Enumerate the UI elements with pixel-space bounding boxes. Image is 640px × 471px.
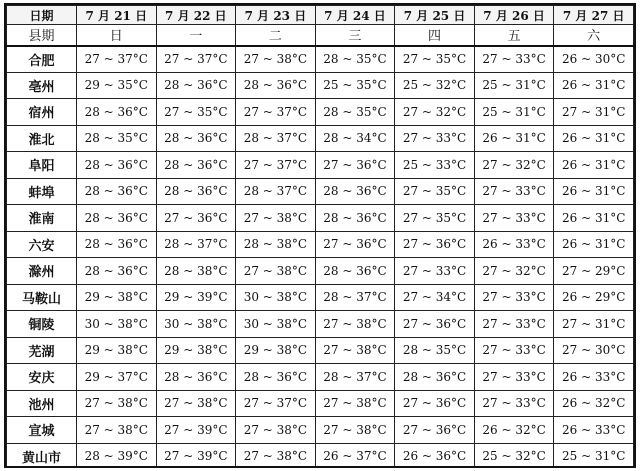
temperature-cell: 27 ~ 29°C bbox=[554, 258, 634, 285]
temperature-cell: 27 ~ 36°C bbox=[395, 417, 475, 444]
weekday-header: 二 bbox=[236, 25, 316, 46]
temperature-cell: 28 ~ 36°C bbox=[77, 178, 157, 205]
city-name-cell: 蚌埠 bbox=[7, 178, 77, 205]
temperature-cell: 30 ~ 38°C bbox=[156, 311, 236, 338]
temperature-cell: 26 ~ 37°C bbox=[315, 443, 395, 468]
temperature-cell: 28 ~ 36°C bbox=[77, 231, 157, 258]
temperature-cell: 27 ~ 36°C bbox=[395, 390, 475, 417]
temperature-cell: 27 ~ 38°C bbox=[236, 205, 316, 232]
city-name-cell: 池州 bbox=[7, 390, 77, 417]
temperature-cell: 27 ~ 33°C bbox=[474, 390, 554, 417]
temperature-cell: 27 ~ 35°C bbox=[156, 99, 236, 126]
city-name-cell: 马鞍山 bbox=[7, 284, 77, 311]
temperature-cell: 29 ~ 38°C bbox=[236, 337, 316, 364]
temperature-cell: 26 ~ 33°C bbox=[474, 231, 554, 258]
temperature-cell: 28 ~ 37°C bbox=[315, 284, 395, 311]
temperature-cell: 28 ~ 36°C bbox=[77, 258, 157, 285]
temperature-cell: 27 ~ 32°C bbox=[395, 99, 475, 126]
city-name-cell: 六安 bbox=[7, 231, 77, 258]
temperature-cell: 28 ~ 36°C bbox=[156, 72, 236, 99]
weekday-header: 四 bbox=[395, 25, 475, 46]
temperature-forecast-table bbox=[6, 5, 634, 468]
temperature-cell: 28 ~ 36°C bbox=[77, 152, 157, 179]
city-name-cell: 阜阳 bbox=[7, 152, 77, 179]
temperature-cell: 28 ~ 36°C bbox=[156, 152, 236, 179]
table-row bbox=[7, 178, 634, 205]
temperature-cell: 27 ~ 38°C bbox=[315, 417, 395, 444]
city-name-cell: 安庆 bbox=[7, 364, 77, 391]
temperature-cell: 28 ~ 36°C bbox=[77, 205, 157, 232]
temperature-cell: 27 ~ 33°C bbox=[474, 46, 554, 73]
temperature-cell: 27 ~ 35°C bbox=[395, 178, 475, 205]
temperature-cell: 27 ~ 33°C bbox=[474, 205, 554, 232]
city-name-cell: 亳州 bbox=[7, 72, 77, 99]
temperature-cell: 27 ~ 39°C bbox=[156, 443, 236, 468]
temperature-cell: 28 ~ 36°C bbox=[156, 125, 236, 152]
temperature-cell: 27 ~ 33°C bbox=[474, 178, 554, 205]
temperature-cell: 28 ~ 36°C bbox=[236, 72, 316, 99]
temperature-cell: 26 ~ 30°C bbox=[554, 46, 634, 73]
temperature-cell: 25 ~ 31°C bbox=[554, 443, 634, 468]
temperature-cell: 27 ~ 37°C bbox=[236, 152, 316, 179]
temperature-cell: 29 ~ 37°C bbox=[77, 364, 157, 391]
weekday-header: 日 bbox=[77, 25, 157, 46]
temperature-cell: 27 ~ 35°C bbox=[395, 205, 475, 232]
temperature-cell: 26 ~ 31°C bbox=[554, 72, 634, 99]
temperature-cell: 27 ~ 35°C bbox=[395, 46, 475, 73]
temperature-cell: 26 ~ 31°C bbox=[554, 125, 634, 152]
temperature-cell: 26 ~ 36°C bbox=[395, 443, 475, 468]
table-row bbox=[7, 390, 634, 417]
temperature-cell: 27 ~ 38°C bbox=[236, 46, 316, 73]
temperature-cell: 28 ~ 38°C bbox=[156, 258, 236, 285]
temperature-cell: 27 ~ 30°C bbox=[554, 337, 634, 364]
temperature-cell: 28 ~ 36°C bbox=[395, 364, 475, 391]
table-row bbox=[7, 125, 634, 152]
city-name-cell: 宣城 bbox=[7, 417, 77, 444]
temperature-cell: 28 ~ 37°C bbox=[236, 125, 316, 152]
date-column-header: 7 月 22 日 bbox=[156, 6, 236, 25]
table-row bbox=[7, 99, 634, 126]
date-column-header: 7 月 27 日 bbox=[554, 6, 634, 25]
temperature-cell: 27 ~ 32°C bbox=[474, 258, 554, 285]
temperature-cell: 28 ~ 37°C bbox=[236, 178, 316, 205]
temperature-cell: 27 ~ 38°C bbox=[236, 417, 316, 444]
temperature-cell: 26 ~ 31°C bbox=[554, 152, 634, 179]
temperature-cell: 28 ~ 36°C bbox=[77, 99, 157, 126]
temperature-cell: 29 ~ 38°C bbox=[156, 337, 236, 364]
temperature-cell: 25 ~ 35°C bbox=[315, 72, 395, 99]
temperature-cell: 27 ~ 37°C bbox=[156, 46, 236, 73]
temperature-cell: 27 ~ 38°C bbox=[77, 417, 157, 444]
date-column-header: 7 月 25 日 bbox=[395, 6, 475, 25]
temperature-cell: 30 ~ 38°C bbox=[77, 311, 157, 338]
weekday-header: 六 bbox=[554, 25, 634, 46]
corner-date-label: 日期 bbox=[7, 6, 77, 25]
temperature-cell: 28 ~ 36°C bbox=[156, 364, 236, 391]
date-header-row bbox=[7, 6, 634, 25]
city-name-cell: 淮南 bbox=[7, 205, 77, 232]
temperature-cell: 25 ~ 31°C bbox=[474, 99, 554, 126]
forecast-table-body bbox=[7, 46, 634, 469]
temperature-cell: 27 ~ 33°C bbox=[474, 364, 554, 391]
temperature-cell: 27 ~ 36°C bbox=[315, 231, 395, 258]
table-row bbox=[7, 72, 634, 99]
temperature-cell: 27 ~ 36°C bbox=[156, 205, 236, 232]
weekday-header: 五 bbox=[474, 25, 554, 46]
temperature-cell: 27 ~ 38°C bbox=[77, 390, 157, 417]
temperature-cell: 26 ~ 33°C bbox=[554, 417, 634, 444]
temperature-cell: 29 ~ 38°C bbox=[77, 337, 157, 364]
temperature-cell: 25 ~ 31°C bbox=[474, 72, 554, 99]
temperature-cell: 27 ~ 32°C bbox=[474, 152, 554, 179]
city-name-cell: 宿州 bbox=[7, 99, 77, 126]
temperature-cell: 29 ~ 38°C bbox=[77, 284, 157, 311]
date-column-header: 7 月 23 日 bbox=[236, 6, 316, 25]
table-row bbox=[7, 443, 634, 468]
table-row bbox=[7, 258, 634, 285]
temperature-cell: 28 ~ 38°C bbox=[236, 231, 316, 258]
temperature-cell: 28 ~ 35°C bbox=[315, 99, 395, 126]
temperature-cell: 29 ~ 35°C bbox=[77, 72, 157, 99]
temperature-cell: 27 ~ 31°C bbox=[554, 99, 634, 126]
table-row bbox=[7, 231, 634, 258]
temperature-cell: 27 ~ 33°C bbox=[474, 337, 554, 364]
table-row bbox=[7, 205, 634, 232]
temperature-cell: 27 ~ 38°C bbox=[315, 337, 395, 364]
temperature-cell: 26 ~ 29°C bbox=[554, 284, 634, 311]
city-name-cell: 黄山市 bbox=[7, 443, 77, 468]
temperature-cell: 27 ~ 39°C bbox=[156, 417, 236, 444]
temperature-cell: 27 ~ 33°C bbox=[474, 284, 554, 311]
temperature-cell: 26 ~ 32°C bbox=[474, 417, 554, 444]
temperature-cell: 28 ~ 36°C bbox=[315, 205, 395, 232]
city-name-cell: 铜陵 bbox=[7, 311, 77, 338]
temperature-cell: 28 ~ 36°C bbox=[236, 364, 316, 391]
temperature-cell: 27 ~ 33°C bbox=[395, 258, 475, 285]
temperature-cell: 28 ~ 35°C bbox=[315, 46, 395, 73]
date-column-header: 7 月 21 日 bbox=[77, 6, 157, 25]
temperature-cell: 27 ~ 37°C bbox=[236, 99, 316, 126]
table-row bbox=[7, 417, 634, 444]
temperature-cell: 27 ~ 37°C bbox=[236, 390, 316, 417]
temperature-cell: 27 ~ 34°C bbox=[395, 284, 475, 311]
temperature-cell: 27 ~ 38°C bbox=[315, 390, 395, 417]
city-name-cell: 淮北 bbox=[7, 125, 77, 152]
table-row bbox=[7, 311, 634, 338]
table-row bbox=[7, 284, 634, 311]
temperature-cell: 26 ~ 31°C bbox=[554, 205, 634, 232]
temperature-cell: 26 ~ 32°C bbox=[554, 390, 634, 417]
temperature-cell: 27 ~ 38°C bbox=[315, 311, 395, 338]
temperature-cell: 28 ~ 36°C bbox=[156, 178, 236, 205]
temperature-cell: 26 ~ 31°C bbox=[554, 231, 634, 258]
table-row bbox=[7, 46, 634, 73]
temperature-cell: 27 ~ 36°C bbox=[395, 231, 475, 258]
temperature-cell: 28 ~ 36°C bbox=[315, 258, 395, 285]
temperature-cell: 27 ~ 38°C bbox=[236, 258, 316, 285]
temperature-cell: 27 ~ 33°C bbox=[395, 125, 475, 152]
temperature-cell: 27 ~ 37°C bbox=[77, 46, 157, 73]
temperature-cell: 26 ~ 31°C bbox=[554, 178, 634, 205]
weekday-header: 一 bbox=[156, 25, 236, 46]
weekday-header-row bbox=[7, 25, 634, 46]
temperature-cell: 26 ~ 33°C bbox=[554, 364, 634, 391]
temperature-cell: 27 ~ 38°C bbox=[236, 443, 316, 468]
temperature-cell: 30 ~ 38°C bbox=[236, 284, 316, 311]
temperature-cell: 25 ~ 33°C bbox=[395, 152, 475, 179]
temperature-cell: 28 ~ 37°C bbox=[315, 364, 395, 391]
temperature-cell: 28 ~ 36°C bbox=[315, 178, 395, 205]
temperature-cell: 27 ~ 31°C bbox=[554, 311, 634, 338]
corner-county-label: 县期 bbox=[7, 25, 77, 46]
temperature-cell: 27 ~ 36°C bbox=[315, 152, 395, 179]
forecast-table-frame bbox=[4, 3, 636, 468]
temperature-cell: 25 ~ 32°C bbox=[474, 443, 554, 468]
temperature-cell: 27 ~ 36°C bbox=[395, 311, 475, 338]
table-row bbox=[7, 337, 634, 364]
temperature-cell: 30 ~ 38°C bbox=[236, 311, 316, 338]
city-name-cell: 合肥 bbox=[7, 46, 77, 73]
temperature-cell: 27 ~ 33°C bbox=[474, 311, 554, 338]
temperature-cell: 27 ~ 38°C bbox=[156, 390, 236, 417]
temperature-cell: 26 ~ 31°C bbox=[474, 125, 554, 152]
weekday-header: 三 bbox=[315, 25, 395, 46]
temperature-cell: 28 ~ 37°C bbox=[156, 231, 236, 258]
temperature-cell: 28 ~ 34°C bbox=[315, 125, 395, 152]
temperature-cell: 28 ~ 35°C bbox=[395, 337, 475, 364]
date-column-header: 7 月 24 日 bbox=[315, 6, 395, 25]
temperature-cell: 29 ~ 39°C bbox=[156, 284, 236, 311]
table-row bbox=[7, 364, 634, 391]
city-name-cell: 滁州 bbox=[7, 258, 77, 285]
table-row bbox=[7, 152, 634, 179]
temperature-cell: 28 ~ 35°C bbox=[77, 125, 157, 152]
city-name-cell: 芜湖 bbox=[7, 337, 77, 364]
date-column-header: 7 月 26 日 bbox=[474, 6, 554, 25]
temperature-cell: 28 ~ 39°C bbox=[77, 443, 157, 468]
temperature-cell: 25 ~ 32°C bbox=[395, 72, 475, 99]
